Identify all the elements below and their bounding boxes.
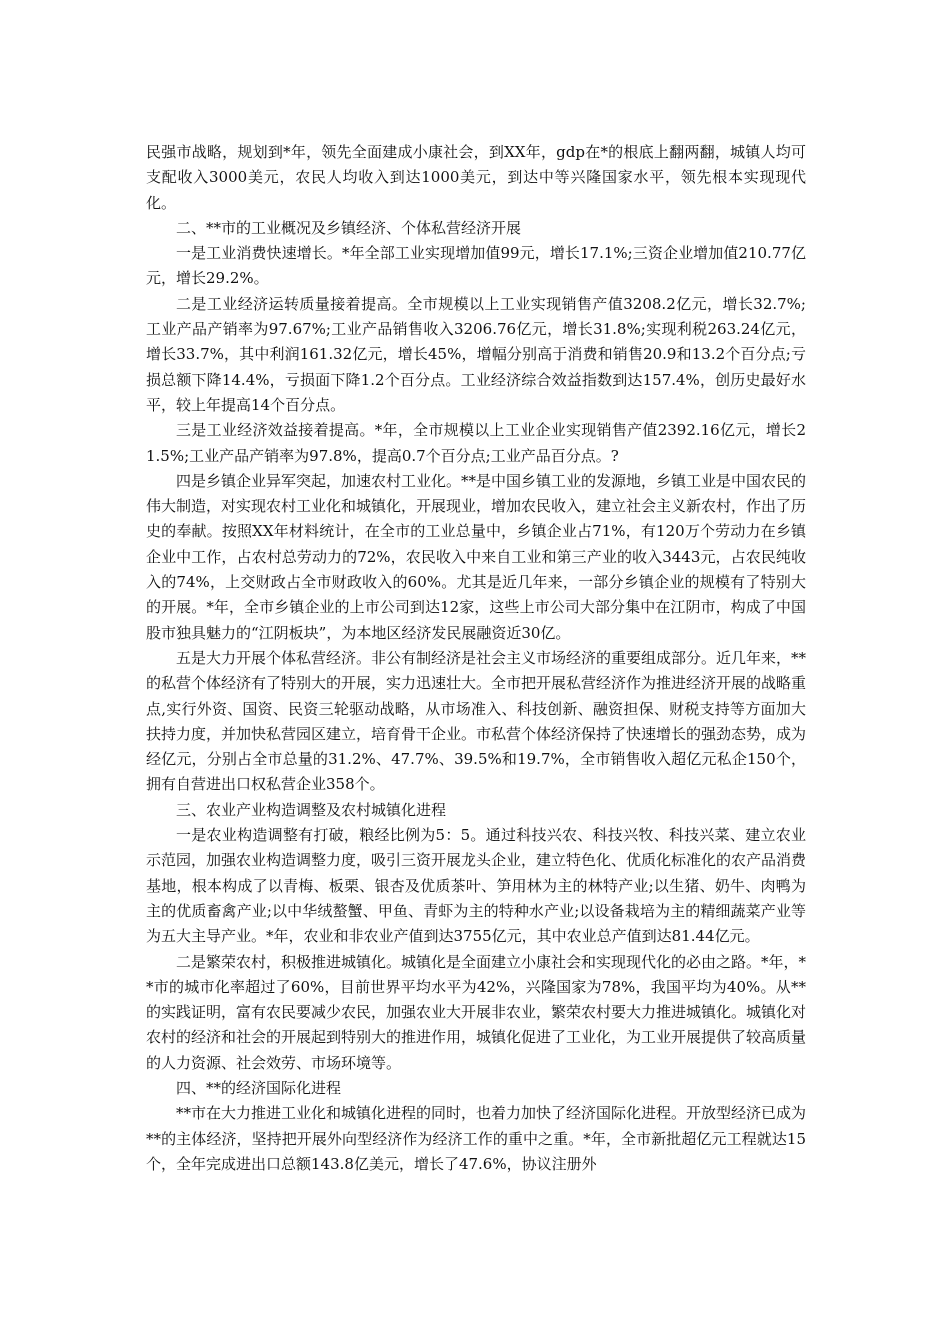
section-heading-internationalization: 四、**的经济国际化进程 [176, 1078, 342, 1097]
paragraph-industrial-efficiency: 三是工业经济效益接着提高。*年，全市规模以上工业企业实现销售产值2392.16亿元，增长21.5%;工业产品产销率为97.8%，提高0.7个百分点;工业产品百分点。? [146, 421, 806, 465]
paragraph-private-economy: 五是大力开展个体私营经济。非公有制经济是社会主义市场经济的重要组成部分。近几年来，**的私营个体经济有了特别大的开展，实力迅速壮大。全市把开展私营经济作为推进经济开展的战略重点,实行外资、国资、民资三轮驱动战略，从市场准入、科技创新、融资担保、财税支持等方面加大扶持力度，并加快私营园区建立，培育骨干企业。市私营个体经济保持了快速增长的强劲态势，成为经亿元，分别占全市总量的31.2%、47.7%、39.5%和19.7%，全市销售收入超亿元私企150个，拥有自营进出口权私营企业358个。 [146, 648, 807, 794]
paragraph-township-enterprises: 四是乡镇企业异军突起，加速农村工业化。**是中国乡镇工业的发源地，乡镇工业是中国农民的伟大制造，对实现农村工业化和城镇化，开展现业，增加农民收入，建立社会主义新农村，作出了历史的奉献。按照XX年材料统计，在全市的工业总量中，乡镇企业占71%，有120万个劳动力在乡镇企业中工作，占农村总劳动力的72%，农民收入中来自工业和第三产业的收入3443元，占农民纯收入的74%，上交财政占全市财政收入的60%。尤其是近几年来，一部分乡镇企业的规模有了特别大的开展。*年，全市乡镇企业的上市公司到达12家，这些上市公司大部分集中在江阴市，构成了中国股市独具魅力的“江阴板块”，为本地区经济发民展融资近30亿。 [146, 471, 807, 642]
paragraph-internationalization: **市在大力推进工业化和城镇化进程的同时，也着力加快了经济国际化进程。开放型经济已成为**的主体经济，坚持把开展外向型经济作为经济工作的重中之重。*年，全市新批超亿元工程就达15个，全年完成进出口总额143.8亿美元，增长了47.6%，协议注册外 [146, 1104, 807, 1173]
paragraph-1: 民强市战略，规划到*年，领先全面建成小康社会，到XX年，gdp在*的根底上翻两翻，城镇人均可支配收入3000美元，农民人均收入到达1000美元，到达中等兴隆国家水平，领先根本实现现代化。 [146, 143, 806, 212]
paragraph-industrial-quality: 二是工业经济运转质量接着提高。全市规模以上工业实现销售产值3208.2亿元，增长32.7%;工业产品产销率为97.67%;工业产品销售收入3206.76亿元，增长31.8%;实现利税263.24亿元，增长33.7%，其中利润161.32亿元，增长45%，增幅分别高于消费和销售20.9和13.2个百分点;亏损总额下降14.4%，亏损面下降1.2个百分点。工业经济综合效益指数到达157.4%，创历史最好水平，较上年提高14个百分点。 [146, 294, 806, 414]
paragraph-agriculture-structure: 一是农业构造调整有打破，粮经比例为5：5。通过科技兴农、科技兴牧、科技兴菜、建立农业示范园，加强农业构造调整力度，吸引三资开展龙头企业，建立特色化、优质化标准化的农产品消费基地，根本构成了以青梅、板栗、银杏及优质茶叶、笋用林为主的林特产业;以生猪、奶牛、肉鸭为主的优质畜禽产业;以中华绒螯蟹、甲鱼、青虾为主的特种水产业;以设备栽培为主的精细蔬菜产业等为五大主导产业。*年，农业和非农业产值到达3755亿元，其中农业总产值到达81.44亿元。 [146, 826, 807, 946]
paragraph-industrial-growth: 一是工业消费快速增长。*年全部工业实现增加值99元，增长17.1%;三资企业增加值210.77亿元，增长29.2%。 [146, 244, 806, 288]
paragraph-urbanization: 二是繁荣农村，积极推进城镇化。城镇化是全面建立小康社会和实现现代化的必由之路。*年，**市的城市化率超过了60%，目前世界平均水平为42%，兴隆国家为78%，我国平均为40%。从**的实践证明，富有农民要减少农民，加强农业大开展非农业，繁荣农村要大力推进城镇化。城镇化对农村的经济和社会的开展起到特别大的推进作用，城镇化促进了工业化，为工业开展提供了较高质量的人力资源、社会效劳、市场环境等。 [146, 952, 807, 1072]
section-heading-industry: 二、**市的工业概况及乡镇经济、个体私营经济开展 [176, 218, 522, 237]
document-page [146, 140, 806, 1177]
section-heading-agriculture: 三、农业产业构造调整及农村城镇化进程 [176, 800, 447, 819]
